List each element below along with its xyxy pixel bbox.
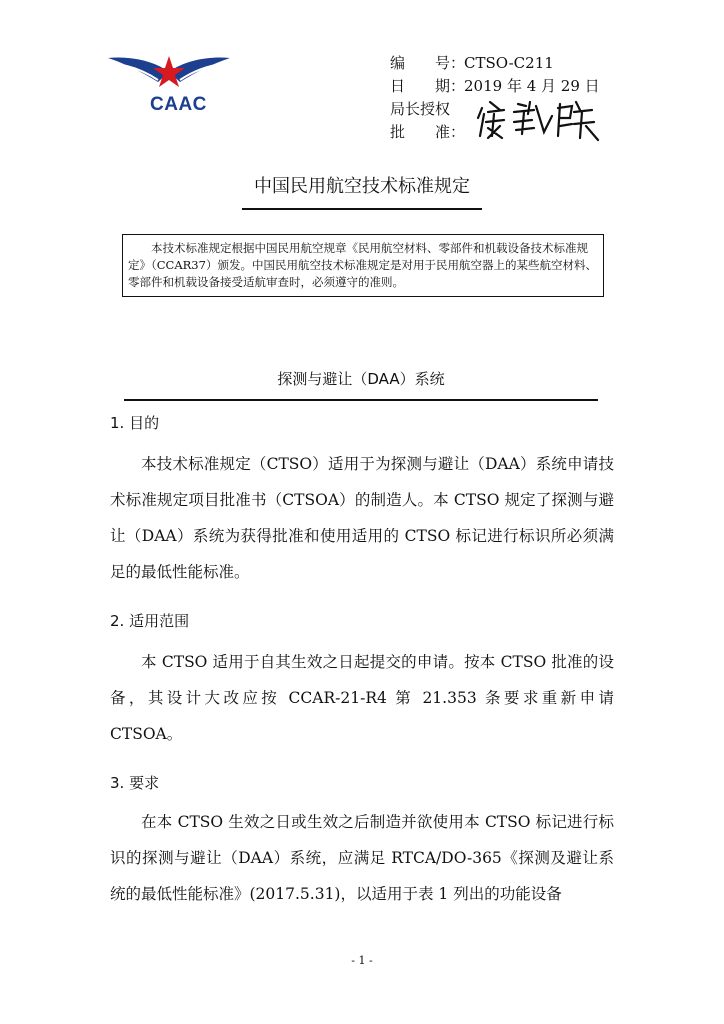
caac-logo: [108, 50, 230, 122]
meta-value: 2019 年 4 月 29 日: [464, 77, 600, 95]
section-heading-requirements: 3. 要求: [110, 774, 160, 792]
meta-value: CTSO-C211: [464, 54, 554, 72]
section-text-purpose: 本技术标准规定（CTSO）适用于为探测与避让（DAA）系统申请技术标准规定项目批准书（CTSOA）的制造人。本 CTSO 规定了探测与避让（DAA）系统为获得批准和使用适用的 CTSO 标记进行标识所必须满足的最低性能标准。: [110, 455, 614, 581]
logo-text: CAAC: [150, 94, 207, 115]
page-number: - 1 -: [351, 954, 373, 967]
section-heading-scope: 2. 适用范围: [110, 612, 190, 630]
meta-row-number: [390, 52, 600, 75]
section-text-requirements: 在本 CTSO 生效之日或生效之后制造并欲使用本 CTSO 标记进行标识的探测与避让（DAA）系统，应满足 RTCA/DO-365《探测及避让系统的最低性能标准》(2017.5.31)，以适用于表 1 列出的功能设备: [110, 813, 614, 903]
notice-box: 本技术标准规定根据中国民用航空规章《民用航空材料、零部件和机载设备技术标准规定》（CCAR37）颁发。中国民用航空技术标准规定是对用于民用航空器上的某些航空材料、零部件和机载设备接受适航审查时，必须遵守的准则。: [122, 234, 604, 297]
meta-row-date: [390, 75, 600, 98]
meta-label: 日 期：: [390, 77, 466, 95]
main-title: 中国民用航空技术标准规定: [242, 172, 482, 210]
section-text-scope: 本 CTSO 适用于自其生效之日起提交的申请。按本 CTSO 批准的设备，其设计大改应按 CCAR-21-R4 第 21.353 条要求重新申请 CTSOA。: [110, 653, 614, 743]
wings-star-emblem: [108, 50, 230, 100]
handwritten-signature: [474, 96, 604, 142]
meta-label: 批 准：: [390, 123, 466, 141]
meta-label: 局长授权: [390, 100, 451, 118]
meta-label: 编 号：: [390, 54, 466, 72]
section-heading-purpose: 1. 目的: [110, 414, 160, 432]
document-subtitle: 探测与避让（DAA）系统: [124, 368, 598, 401]
